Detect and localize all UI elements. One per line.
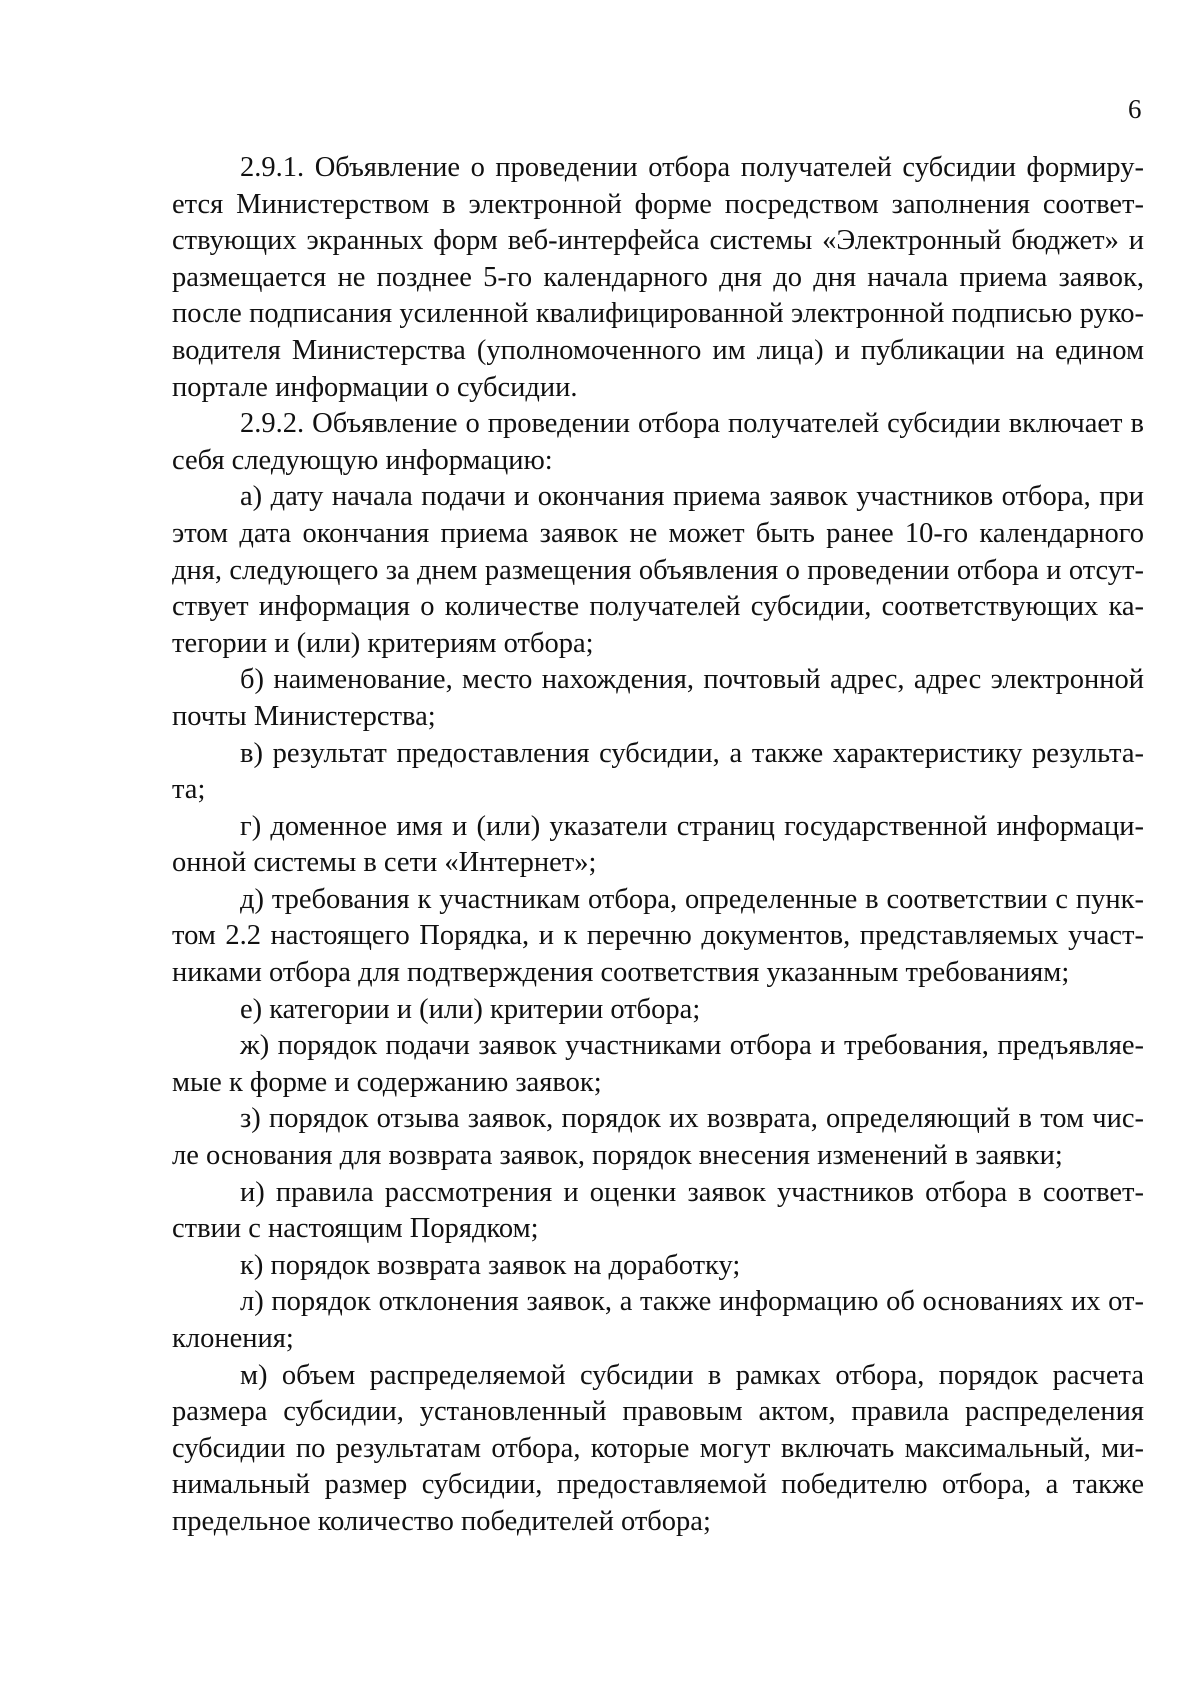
text-line: б) наименование, место нахождения, почтовый адрес, адрес электронной <box>240 664 1144 696</box>
paragraph-item-m <box>172 1358 1144 1541</box>
text-line: портале информации о субсидии. <box>172 371 578 403</box>
text-line: водителя Министерства (уполномоченного им лица) и публикации на едином <box>172 334 1144 366</box>
text-line: ж) порядок подачи заявок участниками отбора и требования, предъявляе- <box>240 1030 1144 1062</box>
page-number: 6 <box>1128 94 1142 124</box>
paragraph-item-z <box>172 1101 1144 1174</box>
text-line: размера субсидии, установленный правовым актом, правила распределения <box>172 1396 1144 1428</box>
paragraph-item-v <box>172 736 1144 809</box>
text-line: размещается не позднее 5-го календарного дня до дня начала приема заявок, <box>172 261 1144 293</box>
text-line: к) порядок возврата заявок на доработку; <box>240 1249 741 1281</box>
text-line: ствии с настоящим Порядком; <box>172 1213 539 1245</box>
paragraph-item-b <box>172 662 1144 735</box>
paragraph-p-2-9-1 <box>172 150 1144 406</box>
paragraph-item-a <box>172 479 1144 662</box>
text-line: онной системы в сети «Интернет»; <box>172 847 597 879</box>
text-line: клонения; <box>172 1323 294 1354</box>
text-line: после подписания усиленной квалифицированной электронной подписью руко- <box>172 298 1144 330</box>
text-line: ле основания для возврата заявок, порядок внесения изменений в заявки; <box>172 1140 1063 1172</box>
text-line: этом дата окончания приема заявок не может быть ранее 10-го календарного <box>172 517 1144 549</box>
text-line: предельное количество победителей отбора; <box>172 1505 711 1537</box>
text-line: 2.9.2. Объявление о проведении отбора получателей субсидии включает в <box>240 408 1144 440</box>
text-line: никами отбора для подтверждения соответствия указанным требованиям; <box>172 957 1070 989</box>
text-line: е) категории и (или) критерии отбора; <box>240 993 701 1025</box>
text-line: та; <box>172 774 206 806</box>
text-line: ствует информация о количестве получателей субсидии, соответствующих ка- <box>172 591 1144 623</box>
text-line: почты Министерства; <box>172 700 436 732</box>
text-line: л) порядок отклонения заявок, а также информацию об основаниях их от- <box>240 1286 1144 1318</box>
text-line: в) результат предоставления субсидии, а также характеристику результа- <box>240 737 1144 769</box>
text-line: субсидии по результатам отбора, которые могут включать максимальный, ми- <box>172 1432 1144 1464</box>
text-line: м) объем распределяемой субсидии в рамках отбора, порядок расчета <box>240 1359 1144 1391</box>
text-line: д) требования к участникам отбора, определенные в соответствии с пунк- <box>240 883 1144 915</box>
text-line: а) дату начала подачи и окончания приема заявок участников отбора, при <box>240 481 1144 513</box>
paragraph-item-k <box>172 1248 1144 1285</box>
text-line: себя следующую информацию: <box>172 444 553 476</box>
text-line: г) доменное имя и (или) указатели страниц государственной информаци- <box>240 810 1144 842</box>
text-line: мые к форме и содержанию заявок; <box>172 1066 602 1098</box>
text-line: 2.9.1. Объявление о проведении отбора получателей субсидии формиру- <box>240 152 1144 183</box>
paragraph-item-d <box>172 882 1144 992</box>
document-body <box>172 150 1144 1541</box>
text-line: з) порядок отзыва заявок, порядок их возврата, определяющий в том чис- <box>240 1103 1144 1135</box>
text-line: тегории и (или) критериям отбора; <box>172 627 594 659</box>
text-line: ется Министерством в электронной форме посредством заполнения соответ- <box>172 188 1144 220</box>
text-line: и) правила рассмотрения и оценки заявок участников отбора в соответ- <box>240 1176 1144 1208</box>
text-line: том 2.2 настоящего Порядка, и к перечню документов, представляемых участ- <box>172 920 1144 952</box>
text-line: нимальный размер субсидии, предоставляемой победителю отбора, а также <box>172 1469 1144 1501</box>
paragraph-item-i <box>172 1175 1144 1248</box>
paragraph-item-e <box>172 992 1144 1029</box>
text-line: ствующих экранных форм веб-интерфейса системы «Электронный бюджет» и <box>172 225 1144 257</box>
text-line: дня, следующего за днем размещения объявления о проведении отбора и отсут- <box>172 554 1144 586</box>
paragraph-p-2-9-2 <box>172 406 1144 479</box>
paragraph-item-l <box>172 1284 1144 1357</box>
paragraph-item-g <box>172 809 1144 882</box>
paragraph-item-zh <box>172 1028 1144 1101</box>
